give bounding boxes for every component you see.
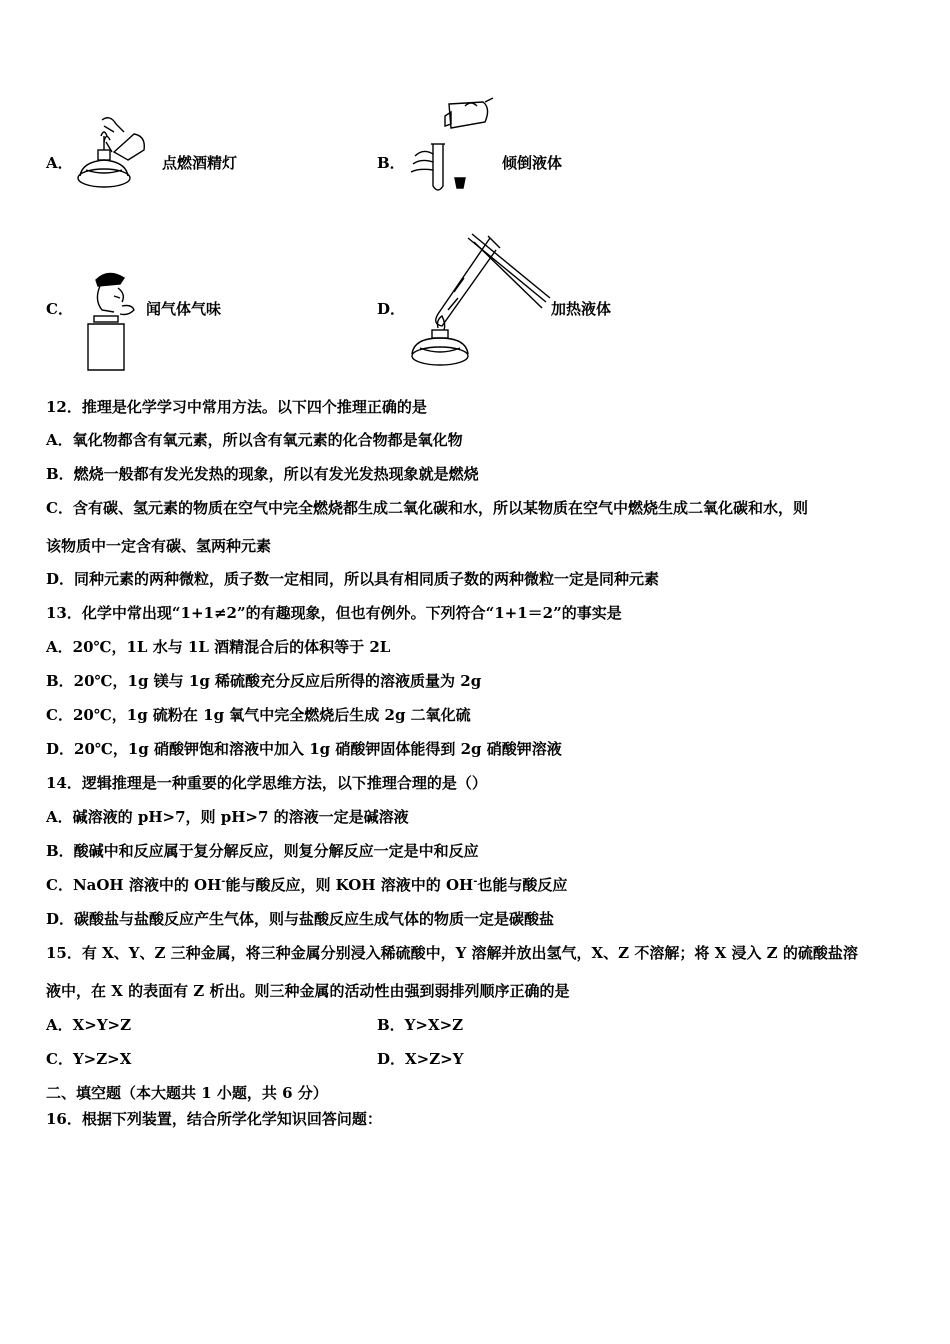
- superscript-minus: -: [221, 876, 226, 887]
- pouring-liquid-icon: [405, 98, 497, 202]
- option-b: B．燃烧一般都有发光发热的现象，所以有发光发热现象就是燃烧: [46, 465, 479, 483]
- option-b: B．20℃，1g 镁与 1g 稀硫酸充分反应后所得的溶液质量为 2g: [46, 672, 482, 690]
- question-stem: 14．逻辑推理是一种重要的化学思维方法，以下推理合理的是（）: [46, 774, 487, 792]
- option-letter: B．: [377, 154, 405, 172]
- option-c-part3: 也能与酸反应: [477, 876, 568, 894]
- lighting-alcohol-lamp-icon: [74, 112, 156, 198]
- superscript-minus: -: [473, 876, 478, 887]
- option-b: B．Y>X>Z: [377, 1016, 464, 1034]
- option-letter: D．: [377, 300, 406, 318]
- option-c: C．20℃，1g 硫粉在 1g 氧气中完全燃烧后生成 2g 二氧化硫: [46, 706, 471, 724]
- option-c-part1: C．NaOH 溶液中的 OH: [46, 876, 222, 894]
- option-caption: 倾倒液体: [502, 154, 563, 172]
- option-d: D．20℃，1g 硝酸钾饱和溶液中加入 1g 硝酸钾固体能得到 2g 硝酸钾溶液: [46, 740, 562, 758]
- option-c: C．含有碳、氢元素的物质在空气中完全燃烧都生成二氧化碳和水，所以某物质在空气中燃烧生成二氧化碳和水，则: [46, 499, 808, 517]
- option-a: A．20℃，1L 水与 1L 酒精混合后的体积等于 2L: [46, 638, 391, 656]
- option-a: A．X>Y>Z: [46, 1016, 132, 1034]
- option-c-continued: 该物质中一定含有碳、氢两种元素: [46, 537, 272, 555]
- option-a: A．氧化物都含有氧元素，所以含有氧元素的化合物都是氧化物: [46, 431, 463, 449]
- question-stem: 12．推理是化学学习中常用方法。以下四个推理正确的是: [46, 398, 427, 416]
- option-caption: 闻气体气味: [146, 300, 222, 318]
- option-c: [46, 874, 567, 895]
- option-d: D．同种元素的两种微粒，质子数一定相同，所以具有相同质子数的两种微粒一定是同种元素: [46, 570, 660, 588]
- option-c: C．Y>Z>X: [46, 1050, 132, 1068]
- option-letter: C．: [46, 300, 73, 318]
- question-stem: 15．有 X、Y、Z 三种金属，将三种金属分别浸入稀硫酸中，Y 溶解并放出氢气，X、Z 不溶解；将 X 浸入 Z 的硫酸盐溶: [46, 944, 858, 962]
- question-stem-continued: 液中，在 X 的表面有 Z 析出。则三种金属的活动性由强到弱排列顺序正确的是: [46, 982, 570, 1000]
- option-a: A．碱溶液的 pH>7，则 pH>7 的溶液一定是碱溶液: [46, 808, 409, 826]
- option-d: D．X>Z>Y: [377, 1050, 464, 1068]
- question-16-stem: 16．根据下列装置，结合所学化学知识回答问题：: [46, 1110, 382, 1128]
- question-stem: 13．化学中常出现“1+1≠2”的有趣现象，但也有例外。下列符合“1+1＝2”的事实是: [46, 604, 622, 622]
- smelling-gas-icon: [80, 266, 142, 378]
- option-d: D．碳酸盐与盐酸反应产生气体，则与盐酸反应生成气体的物质一定是碳酸盐: [46, 910, 555, 928]
- option-caption: 点燃酒精灯: [162, 154, 238, 172]
- option-caption: 加热液体: [551, 300, 612, 318]
- section-heading: 二、填空题（本大题共 1 小题，共 6 分）: [46, 1084, 328, 1102]
- option-b: B．酸碱中和反应属于复分解反应，则复分解反应一定是中和反应: [46, 842, 479, 860]
- option-letter: A．: [46, 154, 73, 172]
- heating-liquid-icon: [408, 232, 550, 376]
- option-c-part2: 能与酸反应，则 KOH 溶液中的 OH: [225, 876, 474, 894]
